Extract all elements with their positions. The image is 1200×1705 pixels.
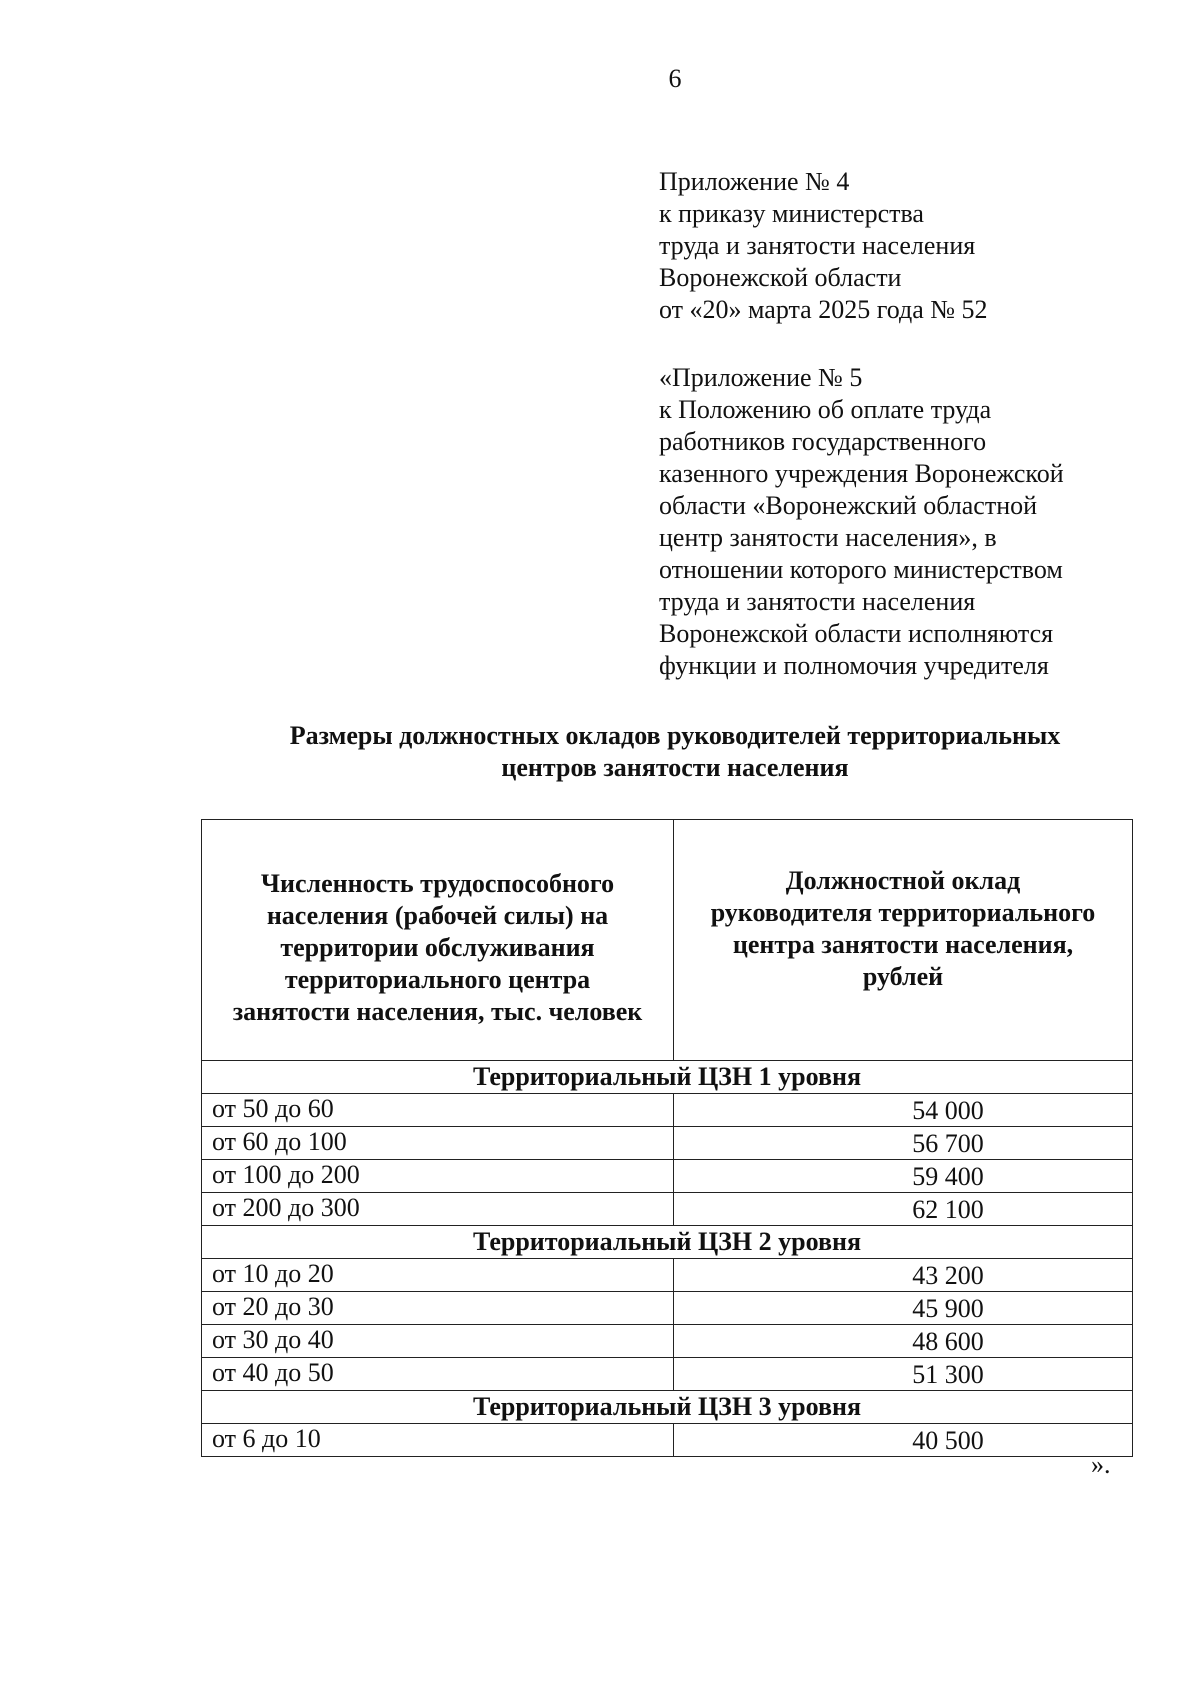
document-title-line: центров занятости населения xyxy=(501,753,849,782)
salary-cell: 51 300 xyxy=(674,1358,1133,1391)
appendix-regulation-block xyxy=(659,362,1064,682)
population-range-cell: от 100 до 200 xyxy=(202,1160,674,1193)
population-range-cell: от 30 до 40 xyxy=(202,1325,674,1358)
table-row xyxy=(202,1193,1133,1226)
group-row xyxy=(202,1226,1133,1259)
table-row xyxy=(202,1127,1133,1160)
population-range-cell: от 10 до 20 xyxy=(202,1259,674,1292)
appendix-order-line: труда и занятости населения xyxy=(659,231,976,260)
group-label: Территориальный ЦЗН 1 уровня xyxy=(202,1061,1133,1094)
header-population-line: занятости населения, тыс. человек xyxy=(232,997,643,1026)
table-header-row xyxy=(202,820,1133,1061)
appendix-regulation-line: Воронежской области исполняются xyxy=(659,619,1054,648)
salary-cell: 56 700 xyxy=(674,1127,1133,1160)
table-row xyxy=(202,1325,1133,1358)
document-title xyxy=(150,720,1200,784)
group-label: Территориальный ЦЗН 3 уровня xyxy=(202,1391,1133,1424)
appendix-order-line: от «20» марта 2025 года № 52 xyxy=(659,295,988,324)
population-range-cell: от 50 до 60 xyxy=(202,1094,674,1127)
header-population xyxy=(202,820,674,1061)
closing-quote: ». xyxy=(1091,1450,1111,1479)
appendix-regulation-line: казенного учреждения Воронежской xyxy=(659,459,1064,488)
population-range-cell: от 40 до 50 xyxy=(202,1358,674,1391)
table-row xyxy=(202,1424,1133,1457)
salary-cell: 59 400 xyxy=(674,1160,1133,1193)
appendix-regulation-line: труда и занятости населения xyxy=(659,587,976,616)
table-row xyxy=(202,1358,1133,1391)
population-range-cell: от 20 до 30 xyxy=(202,1292,674,1325)
header-salary-line: руководителя территориального xyxy=(710,898,1096,927)
header-population-line: территориального центра xyxy=(284,965,591,994)
appendix-regulation-line: работников государственного xyxy=(659,427,987,456)
header-population-line: территории обслуживания xyxy=(280,933,595,962)
header-salary-line: Должностной оклад xyxy=(785,866,1021,895)
salary-cell: 43 200 xyxy=(674,1259,1133,1292)
salary-cell: 62 100 xyxy=(674,1193,1133,1226)
appendix-regulation-line: «Приложение № 5 xyxy=(659,363,863,392)
population-range-cell: от 200 до 300 xyxy=(202,1193,674,1226)
group-label: Территориальный ЦЗН 2 уровня xyxy=(202,1226,1133,1259)
header-population-line: населения (рабочей силы) на xyxy=(266,901,609,930)
appendix-regulation-line: к Положению об оплате труда xyxy=(659,395,992,424)
header-salary xyxy=(674,820,1133,1061)
group-row xyxy=(202,1391,1133,1424)
header-population-line: Численность трудоспособного xyxy=(260,869,615,898)
page-number: 6 xyxy=(668,64,682,93)
salary-cell: 40 500 xyxy=(674,1424,1133,1457)
table-row xyxy=(202,1160,1133,1193)
table-row xyxy=(202,1094,1133,1127)
group-row xyxy=(202,1061,1133,1094)
salary-cell: 45 900 xyxy=(674,1292,1133,1325)
salary-cell: 54 000 xyxy=(674,1094,1133,1127)
appendix-regulation-line: области «Воронежский областной xyxy=(659,491,1038,520)
population-range-cell: от 60 до 100 xyxy=(202,1127,674,1160)
header-salary-line: рублей xyxy=(862,962,944,991)
appendix-order-block xyxy=(659,166,988,326)
header-salary-line: центра занятости населения, xyxy=(732,930,1074,959)
salary-cell: 48 600 xyxy=(674,1325,1133,1358)
appendix-regulation-line: центр занятости населения», в xyxy=(659,523,997,552)
appendix-regulation-line: функции и полномочия учредителя xyxy=(659,651,1049,680)
document-title-line: Размеры должностных окладов руководителей территориальных xyxy=(289,721,1061,750)
table-row xyxy=(202,1259,1133,1292)
salary-table xyxy=(201,819,1133,1457)
appendix-order-line: Воронежской области xyxy=(659,263,902,292)
table-row xyxy=(202,1292,1133,1325)
appendix-order-line: к приказу министерства xyxy=(659,199,924,228)
appendix-order-line: Приложение № 4 xyxy=(659,167,850,196)
appendix-regulation-line: отношении которого министерством xyxy=(659,555,1063,584)
population-range-cell: от 6 до 10 xyxy=(202,1424,674,1457)
